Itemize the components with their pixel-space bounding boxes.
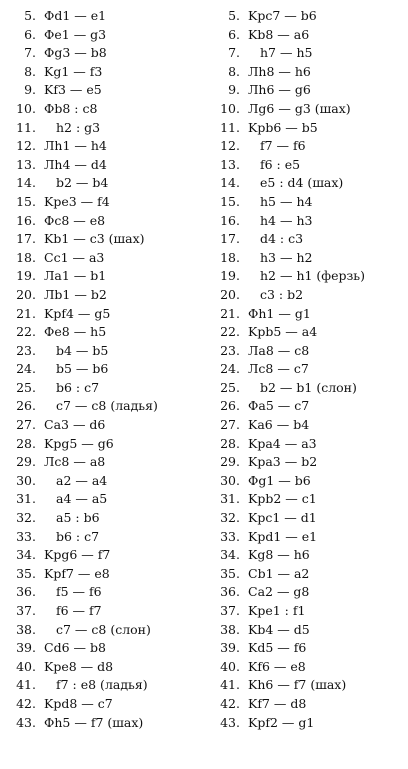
white-move-row [0,305,205,324]
move-number: 21. [220,305,240,321]
move-number: 5. [228,8,240,23]
black-move-row [206,714,408,733]
white-move-row [0,490,205,509]
move-number: 16. [16,212,36,228]
move-number: 24. [220,361,240,377]
move-notation: f7 — f6 [260,138,306,154]
black-move-row [206,509,408,528]
move-number: 27. [220,417,240,433]
move-notation: f7 : e8 (ладья) [56,677,148,693]
white-move-row [0,44,205,63]
move-notation: Kpe1 : f1 [248,603,306,618]
move-notation: Kpf2 — g1 [248,714,315,730]
move-number: 26. [16,398,36,414]
move-number: 43. [16,714,36,730]
move-notation: Фg3 — b8 [44,45,107,61]
move-notation: a5 : b6 [56,510,100,526]
black-move-row [206,286,408,305]
move-notation: h3 — h2 [260,249,313,265]
move-notation: Фd1 — e1 [44,8,107,23]
move-number: 29. [16,454,36,470]
move-notation: Kpf4 — g5 [44,305,111,321]
move-notation: c3 : b2 [260,286,304,302]
move-number: 7. [24,45,36,61]
move-notation: Лa1 — b1 [44,268,107,284]
move-number: 30. [220,472,240,488]
white-move-row [0,156,205,175]
move-notation: h4 — h3 [260,212,313,228]
move-notation: Kg8 — h6 [248,547,310,563]
white-move-row [0,714,205,733]
black-moves-column [206,7,408,732]
move-number: 36. [16,584,36,600]
move-notation: d4 : c3 [260,231,304,247]
move-number: 7. [228,45,240,61]
move-number: 41. [16,677,36,693]
move-number: 37. [16,603,36,618]
move-notation: Kg1 — f3 [44,63,103,79]
move-notation: Фh5 — f7 (шах) [44,714,144,730]
white-move-row [0,267,205,286]
move-notation: Kpa3 — b2 [248,454,318,470]
move-number: 19. [16,268,36,284]
move-number: 34. [16,547,36,563]
move-number: 33. [16,528,36,544]
move-notation: Лg6 — g3 (шах) [248,100,351,116]
black-move-row [206,212,408,231]
move-number: 14. [220,175,240,191]
move-notation: Kpb6 — b5 [248,119,318,135]
black-move-row [206,621,408,640]
move-number: 34. [220,547,240,563]
move-number: 18. [220,249,240,265]
white-move-row [0,565,205,584]
move-number: 20. [16,286,36,302]
move-notation: c7 — c8 (ладья) [56,398,158,414]
white-move-row [0,509,205,528]
move-notation: Kpd1 — e1 [248,528,318,544]
move-number: 38. [220,621,240,637]
move-notation: a2 — a4 [56,472,108,488]
move-number: 30. [16,472,36,488]
black-move-row [206,26,408,45]
white-move-row [0,360,205,379]
move-notation: Kpf7 — e8 [44,565,110,581]
move-number: 15. [220,193,240,209]
move-notation: Kpg5 — g6 [44,435,114,451]
white-move-row [0,583,205,602]
move-number: 31. [220,491,240,507]
move-notation: f6 : e5 [260,156,301,172]
move-number: 10. [220,100,240,116]
move-notation: b6 : c7 [56,379,100,395]
move-number: 6. [228,26,240,42]
black-move-row [206,453,408,472]
move-number: 26. [220,398,240,414]
move-notation: a4 — a5 [56,491,108,507]
black-move-row [206,676,408,695]
move-number: 10. [16,100,36,116]
move-notation: Kpd8 — c7 [44,695,113,711]
move-number: 17. [220,231,240,247]
move-notation: Kb1 — c3 (шах) [44,231,145,247]
white-move-row [0,323,205,342]
black-move-row [206,249,408,268]
move-notation: Kpb2 — c1 [248,491,317,507]
black-move-row [206,435,408,454]
white-move-row [0,453,205,472]
move-number: 32. [220,510,240,526]
move-number: 23. [220,342,240,358]
white-move-row [0,639,205,658]
white-move-row [0,174,205,193]
move-notation: Kf3 — e5 [44,82,102,98]
white-move-row [0,621,205,640]
black-move-row [206,565,408,584]
move-notation: e5 : d4 (шах) [260,175,344,191]
black-move-row [206,156,408,175]
black-move-row [206,397,408,416]
move-notation: b6 : c7 [56,528,100,544]
move-number: 15. [16,193,36,209]
move-number: 9. [228,82,240,98]
move-notation: Kb8 — a6 [248,26,310,42]
black-move-row [206,119,408,138]
move-number: 14. [16,175,36,191]
move-notation: Kpe8 — d8 [44,658,114,674]
move-number: 43. [220,714,240,730]
white-move-row [0,658,205,677]
black-move-row [206,602,408,621]
black-move-row [206,360,408,379]
move-notation: Фe8 — h5 [44,324,107,340]
white-move-row [0,695,205,714]
black-move-row [206,490,408,509]
move-notation: Kpa4 — a3 [248,435,317,451]
black-move-row [206,44,408,63]
move-number: 21. [16,305,36,321]
move-notation: c7 — c8 (слон) [56,621,151,637]
move-notation: Лh1 — h4 [44,138,107,154]
black-move-row [206,267,408,286]
move-notation: Лa8 — c8 [248,342,310,358]
move-number: 8. [24,63,36,79]
black-move-row [206,137,408,156]
move-number: 40. [16,658,36,674]
move-number: 9. [24,82,36,98]
move-number: 25. [16,379,36,395]
black-move-row [206,639,408,658]
white-move-row [0,379,205,398]
black-move-row [206,472,408,491]
move-number: 29. [220,454,240,470]
move-number: 17. [16,231,36,247]
move-notation: Ca2 — g8 [248,584,310,600]
move-number: 20. [220,286,240,302]
move-number: 39. [220,640,240,656]
black-move-row [206,100,408,119]
move-number: 22. [220,324,240,340]
black-move-row [206,416,408,435]
black-move-row [206,230,408,249]
white-move-row [0,100,205,119]
move-number: 12. [16,138,36,154]
move-notation: h5 — h4 [260,193,313,209]
move-notation: Kpc7 — b6 [248,8,317,23]
move-number: 19. [220,268,240,284]
move-number: 28. [16,435,36,451]
white-move-row [0,528,205,547]
move-number: 35. [220,565,240,581]
move-notation: Kpe3 — f4 [44,193,110,209]
black-move-row [206,695,408,714]
move-notation: Ca3 — d6 [44,417,106,433]
move-number: 8. [228,63,240,79]
move-notation: Kh6 — f7 (шах) [248,677,347,693]
white-move-row [0,472,205,491]
black-move-row [206,193,408,212]
move-number: 42. [220,695,240,711]
move-number: 27. [16,417,36,433]
black-move-row [206,7,408,26]
move-notation: b4 — b5 [56,342,109,358]
move-notation: Cd6 — b8 [44,640,106,656]
white-move-row [0,602,205,621]
move-notation: Cc1 — a3 [44,249,105,265]
move-number: 40. [220,658,240,674]
move-notation: Фh1 — g1 [248,305,311,321]
move-number: 31. [16,491,36,507]
move-notation: b5 — b6 [56,361,109,377]
move-number: 24. [16,361,36,377]
move-notation: Фe1 — g3 [44,26,107,42]
move-number: 39. [16,640,36,656]
black-move-row [206,546,408,565]
white-move-row [0,230,205,249]
move-notation: h2 : g3 [56,119,101,135]
move-number: 16. [220,212,240,228]
move-number: 32. [16,510,36,526]
move-notation: Ka6 — b4 [248,417,310,433]
white-move-row [0,342,205,361]
move-notation: f5 — f6 [56,584,102,600]
move-number: 37. [220,603,240,618]
move-number: 18. [16,249,36,265]
move-number: 23. [16,342,36,358]
move-notation: Лc8 — c7 [248,361,309,377]
white-move-row [0,81,205,100]
black-move-row [206,583,408,602]
move-notation: Лh6 — g6 [248,82,311,98]
white-move-row [0,212,205,231]
white-move-row [0,137,205,156]
black-move-row [206,323,408,342]
move-number: 13. [220,156,240,172]
move-notation: Kf6 — e8 [248,658,306,674]
move-number: 28. [220,435,240,451]
move-number: 36. [220,584,240,600]
move-number: 12. [220,138,240,154]
move-notation: Kpc1 — d1 [248,510,317,526]
move-number: 41. [220,677,240,693]
move-number: 35. [16,565,36,581]
move-number: 33. [220,528,240,544]
move-notation: Фg1 — b6 [248,472,311,488]
move-notation: Фb8 : c8 [44,100,98,116]
move-notation: f6 — f7 [56,603,102,618]
move-notation: Лh8 — h6 [248,63,311,79]
white-move-row [0,416,205,435]
move-notation: h7 — h5 [260,45,313,61]
move-notation: Лc8 — a8 [44,454,106,470]
move-notation: Kpg6 — f7 [44,547,111,563]
black-move-row [206,305,408,324]
move-number: 25. [220,379,240,395]
black-move-row [206,174,408,193]
move-number: 13. [16,156,36,172]
move-number: 5. [24,8,36,23]
black-move-row [206,658,408,677]
black-move-row [206,342,408,361]
move-number: 38. [16,621,36,637]
move-notation: Лh4 — d4 [44,156,107,172]
white-move-row [0,63,205,82]
black-move-row [206,63,408,82]
white-move-row [0,26,205,45]
black-move-row [206,528,408,547]
move-number: 22. [16,324,36,340]
white-move-row [0,249,205,268]
white-move-row [0,435,205,454]
white-move-row [0,193,205,212]
move-number: 6. [24,26,36,42]
move-notation: Фa5 — c7 [248,398,310,414]
move-notation: Kpb5 — a4 [248,324,318,340]
white-move-row [0,546,205,565]
move-notation: Kb4 — d5 [248,621,310,637]
white-move-row [0,119,205,138]
black-move-row [206,81,408,100]
white-move-row [0,286,205,305]
white-move-row [0,676,205,695]
black-move-row [206,379,408,398]
move-notation: b2 — b4 [56,175,109,191]
move-notation: h2 — h1 (ферзь) [260,268,365,284]
move-notation: Лb1 — b2 [44,286,107,302]
move-notation: Kd5 — f6 [248,640,307,656]
white-move-row [0,7,205,26]
move-number: 42. [16,695,36,711]
white-move-row [0,397,205,416]
move-notation: b2 — b1 (слон) [260,379,357,395]
move-notation: Фc8 — e8 [44,212,106,228]
move-notation: Kf7 — d8 [248,695,307,711]
move-number: 11. [16,119,36,135]
move-number: 11. [220,119,240,135]
white-moves-column [0,7,205,732]
move-notation: Cb1 — a2 [248,565,310,581]
